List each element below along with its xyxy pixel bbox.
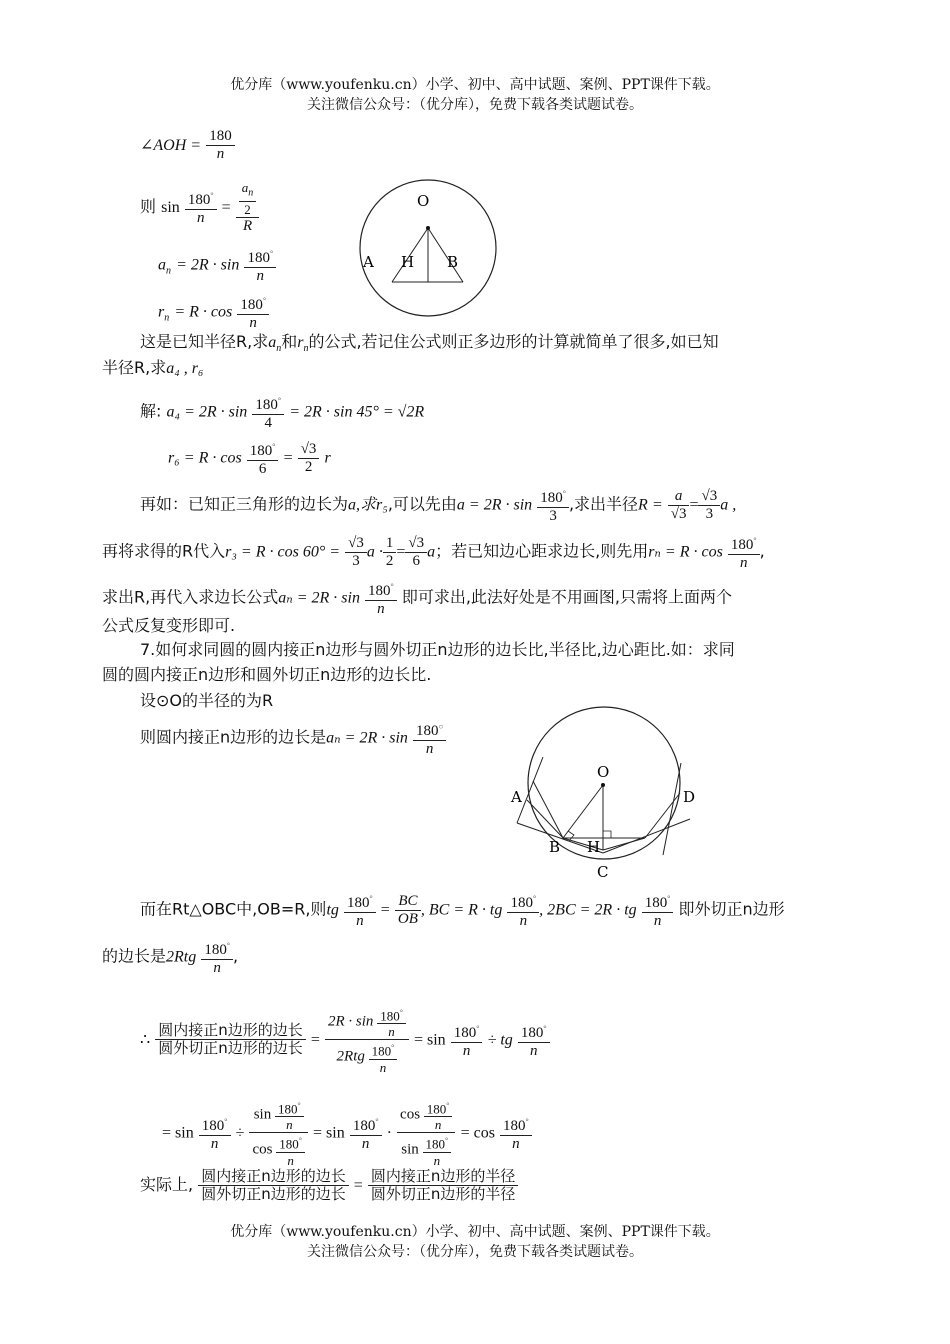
paragraph-rt-line-2: [102, 937, 238, 977]
frac-side-ratio: [155, 1022, 306, 1057]
frac-num: 180°: [500, 1113, 532, 1136]
p11a: 的边长是: [102, 946, 167, 966]
frac-den: n: [249, 315, 257, 331]
frac-den: 3: [352, 552, 360, 569]
segment-ob: [563, 785, 603, 838]
frac-sqrt3-3: [345, 535, 367, 570]
frac-den: 3: [549, 508, 557, 524]
sol1-tail: = 2R · sin 45° = √2R: [289, 403, 425, 421]
frac-den: [325, 1040, 409, 1074]
frac-num: 180: [206, 128, 235, 146]
num-180: 180: [644, 895, 668, 911]
p3a-formula: r₃ = R · cos 60° =: [225, 543, 341, 561]
frac-num: 180°: [350, 1113, 382, 1136]
p10-mid: , BC = R · tg: [420, 901, 503, 919]
num-180: 180: [510, 895, 533, 911]
frac-180-n: [642, 890, 674, 930]
frac-den: [249, 1133, 307, 1167]
frac-180-n: [201, 937, 233, 977]
frac-num: a: [668, 488, 690, 506]
paragraph-7-line-1: 7.如何求同圆的圆内接正n边形与圆外切正n边形的边长比,半径比,边心距比.如：求同: [140, 640, 735, 659]
frac-den: n: [361, 1135, 370, 1152]
sol2-r: r: [324, 449, 331, 467]
num-180: 180: [415, 723, 439, 739]
frac-num: [236, 180, 260, 218]
frac-180-n: [423, 1133, 452, 1167]
frac-a-sqrt3: [668, 488, 690, 523]
num-180: 180: [255, 397, 278, 413]
frac-den: R: [242, 217, 253, 234]
frac-num: [325, 1005, 409, 1040]
frac-180-n: [244, 245, 276, 285]
num-180: 180: [204, 942, 227, 958]
frac-den: n: [740, 555, 748, 571]
frac-180-n: [369, 1040, 398, 1074]
paragraph-1-line-1: [140, 330, 719, 361]
frac-big: [325, 1005, 409, 1075]
frac-180-n: [344, 890, 376, 930]
p3c: ,: [759, 541, 765, 561]
frac-num: 180°: [344, 890, 376, 913]
p3b-formula: rₙ = R · cos: [648, 543, 723, 561]
frac-den: 圆外切正n边形的边长: [201, 1185, 346, 1203]
dot-sign: ·: [386, 1124, 392, 1142]
inner-num: 180°: [275, 1098, 304, 1117]
frac-den: 圆外切正n边形的半径: [370, 1185, 516, 1203]
p11b: ,: [233, 946, 239, 966]
an-eq: = 2R · sin: [176, 256, 240, 274]
frac-num: 180°: [365, 578, 397, 601]
frac-180-4: [252, 392, 284, 432]
frac-180-3: [537, 485, 569, 525]
p10-mid2: , 2BC = 2R · tg: [539, 901, 637, 919]
num-180: 180: [380, 1008, 400, 1024]
frac-num: 180°: [518, 1020, 550, 1043]
frac-radius-ratio: [368, 1168, 519, 1203]
solution-line-2: r₆ = R · cos $\frac{180^\circ}{6}$ = $\frac{√3}{2}$ r: [168, 438, 331, 478]
inner-num: 180°: [276, 1133, 305, 1152]
tangent-right: [663, 763, 681, 855]
frac-den: n: [653, 913, 662, 929]
num-180: 180: [371, 1043, 392, 1059]
frac-num: 180°: [728, 532, 760, 555]
frac-den: [397, 1133, 455, 1167]
frac-num: BC: [395, 893, 421, 911]
frac-180-n: [365, 578, 397, 618]
num-180: 180: [201, 1117, 225, 1134]
side-c-right: [603, 838, 645, 850]
formula-aoh: [140, 128, 235, 163]
frac-180-n: [185, 187, 217, 227]
frac-180-n: [206, 128, 235, 163]
frac-180-n: [237, 292, 269, 332]
big-den-text: 2Rtg: [336, 1048, 365, 1065]
rn-var: r: [297, 334, 304, 351]
num-180: 180: [425, 1136, 446, 1152]
frac-180-n: [500, 1113, 532, 1153]
eq-sin: = sin: [162, 1124, 194, 1142]
eq-sin: = sin: [313, 1124, 345, 1142]
frac-sqrt3-2: [298, 441, 320, 476]
right-angle-mark-h: [603, 831, 611, 838]
frac-bc-ob: [395, 893, 421, 928]
header-line-1: 优分库（www.youfenku.cn）小学、初中、高中试题、案例、PPT课件下载。: [230, 77, 720, 93]
label-a: A: [363, 253, 374, 271]
p2b: ,可以先由: [387, 494, 457, 514]
cos-label: cos: [400, 1106, 421, 1123]
an-sub: n: [276, 343, 282, 355]
p1a: 这是已知半径R,求: [140, 332, 269, 351]
circle: [528, 707, 680, 859]
num-180: 180: [453, 1024, 477, 1041]
p2c-a: a ,: [720, 496, 737, 514]
frac-num: 180°: [185, 187, 217, 210]
inner-den: 2: [244, 201, 251, 217]
eq-cos: = cos: [460, 1124, 495, 1142]
paragraph-7-line-2: 圆的圆内接正n边形和圆外切正n边形的边长比.: [102, 665, 432, 684]
frac-180-n: [728, 532, 760, 572]
p1b: 和: [281, 332, 298, 351]
div-sign: ÷: [235, 1124, 245, 1142]
ze-label: 则: [140, 196, 157, 216]
p9: 则圆内接正n边形的边长是: [140, 727, 327, 747]
frac-180-n: [350, 1113, 382, 1153]
p3b: ；若已知边心距求边长,则先用: [435, 541, 649, 561]
p9-formula: aₙ = 2R · sin: [326, 729, 408, 747]
frac-num: 180°: [642, 890, 674, 913]
frac-den: n: [377, 601, 385, 617]
frac-den: 圆外切正n边形的边长: [158, 1039, 303, 1058]
frac-num: 180°: [199, 1113, 231, 1136]
frac-den: 4: [264, 415, 272, 431]
frac-num: 180○: [413, 718, 446, 741]
tg-label: tg: [326, 901, 339, 919]
an-sub: n: [166, 265, 171, 277]
label-a: A: [511, 788, 522, 806]
frac-den: 2: [385, 552, 394, 569]
frac-180-n: [275, 1098, 304, 1132]
paragraph-2-line-1: [140, 485, 736, 525]
sol-label: 解:: [140, 401, 162, 421]
p1e: a₄ , r₆: [166, 360, 204, 377]
rn-eq: = R · cos: [174, 303, 233, 321]
frac-den: 3: [705, 505, 714, 522]
frac-1-2: [383, 535, 397, 570]
frac-num: √3: [345, 535, 367, 553]
p1d: 半径R,求: [102, 358, 167, 377]
ratio-chain: [162, 1098, 532, 1168]
inner-num: 180°: [424, 1098, 453, 1117]
frac-num: [397, 1098, 455, 1133]
an-var: a: [268, 334, 277, 351]
p2b-formula: a = 2R · sin: [456, 496, 533, 514]
frac-den: n: [462, 1042, 471, 1059]
label-o: O: [597, 763, 610, 781]
frac-den: n: [256, 268, 265, 284]
frac-den: n: [216, 146, 225, 162]
rn-var: r: [158, 303, 165, 321]
frac-num: 180°: [252, 392, 284, 415]
p2c-formula: R =: [638, 496, 663, 514]
frac-num: 180°: [237, 292, 269, 315]
an-sub: n: [248, 187, 254, 199]
center-point: [601, 783, 605, 787]
an-var: a: [241, 180, 249, 195]
inner-den: n: [434, 1117, 442, 1133]
frac-180-n: [413, 718, 446, 758]
inner-den: n: [286, 1117, 293, 1133]
num-180: 180: [520, 1024, 544, 1041]
frac-den: OB: [397, 910, 418, 927]
frac-180-n: [424, 1098, 453, 1132]
p4a-formula: aₙ = 2R · sin: [278, 589, 360, 607]
frac-den: 6: [412, 552, 420, 569]
ratio-equation: ∴ 圆内接正n边形的边长 圆外切正n边形的边长 = 2R · sin $\frac{180^\circ}{n}$ 2Rtg $\frac{180^\circ}{n}$ = sin $\frac{180^\circ}{n}$ ÷ tg $\frac{180^\circ}{n}$: [140, 1005, 550, 1075]
paragraph-1-line-2: [102, 356, 204, 381]
inner-den: n: [379, 1059, 387, 1075]
inner-num: 180°: [423, 1133, 452, 1152]
page-header: [0, 75, 950, 115]
frac-num: 圆内接正n边形的边长: [198, 1168, 349, 1186]
frac-num: 180°: [451, 1020, 483, 1043]
page-footer: [0, 1222, 950, 1262]
therefore-symbol: ∴: [140, 1031, 151, 1049]
frac-num: 圆内接正n边形的边长: [155, 1022, 306, 1040]
paragraph-7-line-4: [140, 718, 446, 758]
paragraph-2-line-4: 公式反复变形即可.: [102, 616, 236, 635]
num-180: 180: [346, 895, 370, 911]
inner-num: [239, 180, 257, 202]
center-point: [426, 226, 430, 230]
header-line-2: 关注微信公众号：（优分库），免费下载各类试题试卷。: [307, 97, 643, 113]
an-var: a: [158, 256, 166, 274]
frac-num: 180°: [247, 438, 279, 461]
frac-num: 180°: [244, 245, 276, 268]
inner-num: 180°: [369, 1040, 398, 1059]
sol2-lhs: r₆ = R · cos: [168, 449, 242, 467]
p2c: ,求出半径: [568, 494, 639, 514]
frac-num: 180°: [537, 485, 569, 508]
frac-180-n: [518, 1020, 550, 1060]
sol1-lhs: a₄ = 2R · sin: [166, 403, 248, 421]
num-180: 180: [249, 443, 273, 459]
p4b: 即可求出,此法好处是不用画图,只需将上面两个: [401, 587, 733, 607]
inner-num: 180°: [377, 1005, 406, 1024]
p10b: 即外切正n边形: [678, 899, 785, 919]
num-180: 180: [277, 1101, 298, 1117]
formula-an: [158, 245, 276, 285]
p10a: 而在Rt△OBC中,OB=R,则: [140, 899, 327, 919]
num-180: 180: [279, 1136, 299, 1152]
sin-label: sin: [161, 198, 180, 216]
figure-inscribed-triangle: [355, 162, 505, 330]
p3a: 再将求得的R代入: [102, 541, 226, 561]
footer-line-2: 关注微信公众号：（优分库），免费下载各类试题试卷。: [307, 1244, 643, 1260]
frac-cos-sin: [397, 1098, 455, 1168]
frac-180-n: [199, 1113, 231, 1153]
frac-den: n: [530, 1042, 538, 1059]
p3a-a: a: [427, 543, 436, 561]
big-num-text: 2R · sin: [328, 1013, 374, 1030]
div-tg: ÷ tg: [487, 1031, 513, 1049]
label-d: D: [683, 788, 696, 806]
frac-den: n: [425, 741, 434, 757]
cos-label: cos: [252, 1141, 273, 1158]
frac-den: 2: [304, 458, 313, 475]
label-h: H: [401, 253, 415, 271]
label-o: O: [417, 192, 430, 210]
paragraph-rt-line-1: 而在Rt△OBC中,OB=R,则tg $\frac{180^\circ}{n}$ = $\frac{BC}{OB}$ , BC = R · tg $\frac{180^\circ}{n}$ , 2BC = 2R · tg $\frac{180^\circ}{n}$ 即外切正n边形: [140, 890, 785, 930]
footer-line-1: 优分库（www.youfenku.cn）小学、初中、高中试题、案例、PPT课件下载。: [230, 1224, 720, 1240]
aoh-lhs: ∠AOH =: [140, 137, 202, 154]
rn-sub: n: [303, 343, 309, 355]
sin-label: sin: [401, 1141, 419, 1158]
figure-inscribed-circumscribed: [505, 705, 705, 885]
paragraph-2-line-3: [102, 578, 732, 618]
num-180: 180: [426, 1101, 447, 1117]
actual-label: 实际上,: [140, 1175, 194, 1194]
frac-180-n: [377, 1005, 406, 1039]
frac-sin-cos: [249, 1098, 307, 1168]
num-180: 180: [540, 490, 563, 506]
formula-rn: [158, 292, 269, 332]
frac-den: n: [519, 913, 528, 929]
num-180: 180: [503, 1117, 526, 1134]
p4a: 求出R,再代入求边长公式: [102, 587, 279, 607]
frac-num: 180°: [201, 937, 233, 960]
rn-sub: n: [164, 312, 170, 324]
eq-sin: = sin: [413, 1031, 446, 1049]
frac-den: n: [213, 960, 221, 976]
frac-180-n: [451, 1020, 483, 1060]
frac-an-2-R: [236, 180, 260, 235]
frac-sqrt3-6: [405, 535, 427, 570]
frac-num: 圆内接正n边形的半径: [368, 1168, 519, 1186]
num-180: 180: [352, 1117, 376, 1134]
frac-num: √3: [698, 488, 720, 506]
frac-num: [249, 1098, 307, 1133]
frac-den: n: [356, 913, 364, 929]
frac-num: 1: [383, 535, 397, 553]
frac-num: √3: [405, 535, 427, 553]
actual-equation: 实际上, 圆内接正n边形的边长 圆外切正n边形的边长 = 圆内接正n边形的半径 圆外切正n边形的半径: [140, 1168, 518, 1203]
p2a-var: a,求r₅: [348, 496, 388, 514]
frac-sqrt3-3: [698, 488, 720, 523]
frac-side-ratio: [198, 1168, 349, 1203]
label-c: C: [597, 863, 609, 881]
inner-den: n: [388, 1024, 395, 1040]
p2a: 再如：已知正三角形的边长为: [140, 494, 349, 514]
frac-num: √3: [298, 441, 320, 459]
frac-den: n: [210, 1135, 219, 1152]
num-180: 180: [368, 583, 391, 599]
label-h: H: [587, 838, 601, 856]
p3a-formula-2: a ·: [366, 543, 383, 561]
frac-180-n: [507, 890, 539, 930]
inner-frac: [239, 180, 257, 217]
inner-den: n: [433, 1152, 441, 1168]
label-b: B: [447, 253, 459, 271]
num-180: 180: [187, 192, 211, 209]
label-b: B: [549, 838, 561, 856]
inner-den: n: [287, 1152, 294, 1168]
frac-180-n: [276, 1133, 305, 1167]
frac-180-6: [247, 438, 279, 478]
sin-label: sin: [253, 1106, 272, 1123]
side-ab: [533, 781, 563, 838]
p1c: 的公式,若记住公式则正多边形的计算就简单了很多,如已知: [308, 332, 719, 351]
frac-den: n: [196, 210, 205, 227]
paragraph-2-line-2: 再将求得的R代入r₃ = R · cos 60° = $\frac{√3}{3}$ a · $\frac{1}{2}$ = $\frac{√3}{6}$ a；若已知边心距求边长,则先用rₙ = R · cos $\frac{180^\circ}{n}$ ,: [102, 532, 765, 572]
p11-formula: 2Rtg: [166, 948, 197, 966]
paragraph-7-line-3: 设⊙O的半径的为R: [140, 691, 274, 710]
frac-den: √3: [670, 505, 687, 522]
frac-den: 6: [258, 461, 267, 477]
p2c-eq: =: [689, 496, 699, 514]
num-180: 180: [730, 537, 754, 553]
frac-den: n: [512, 1135, 520, 1152]
frac-num: 180°: [507, 890, 539, 913]
num-180: 180: [247, 250, 270, 266]
formula-sin-ratio: 则 sin $\frac{180^\circ}{n}$ = $\frac{\frac{a_n}{2}}{R}$: [140, 180, 259, 235]
solution-line-1: [140, 392, 424, 432]
num-180: 180: [240, 297, 263, 313]
